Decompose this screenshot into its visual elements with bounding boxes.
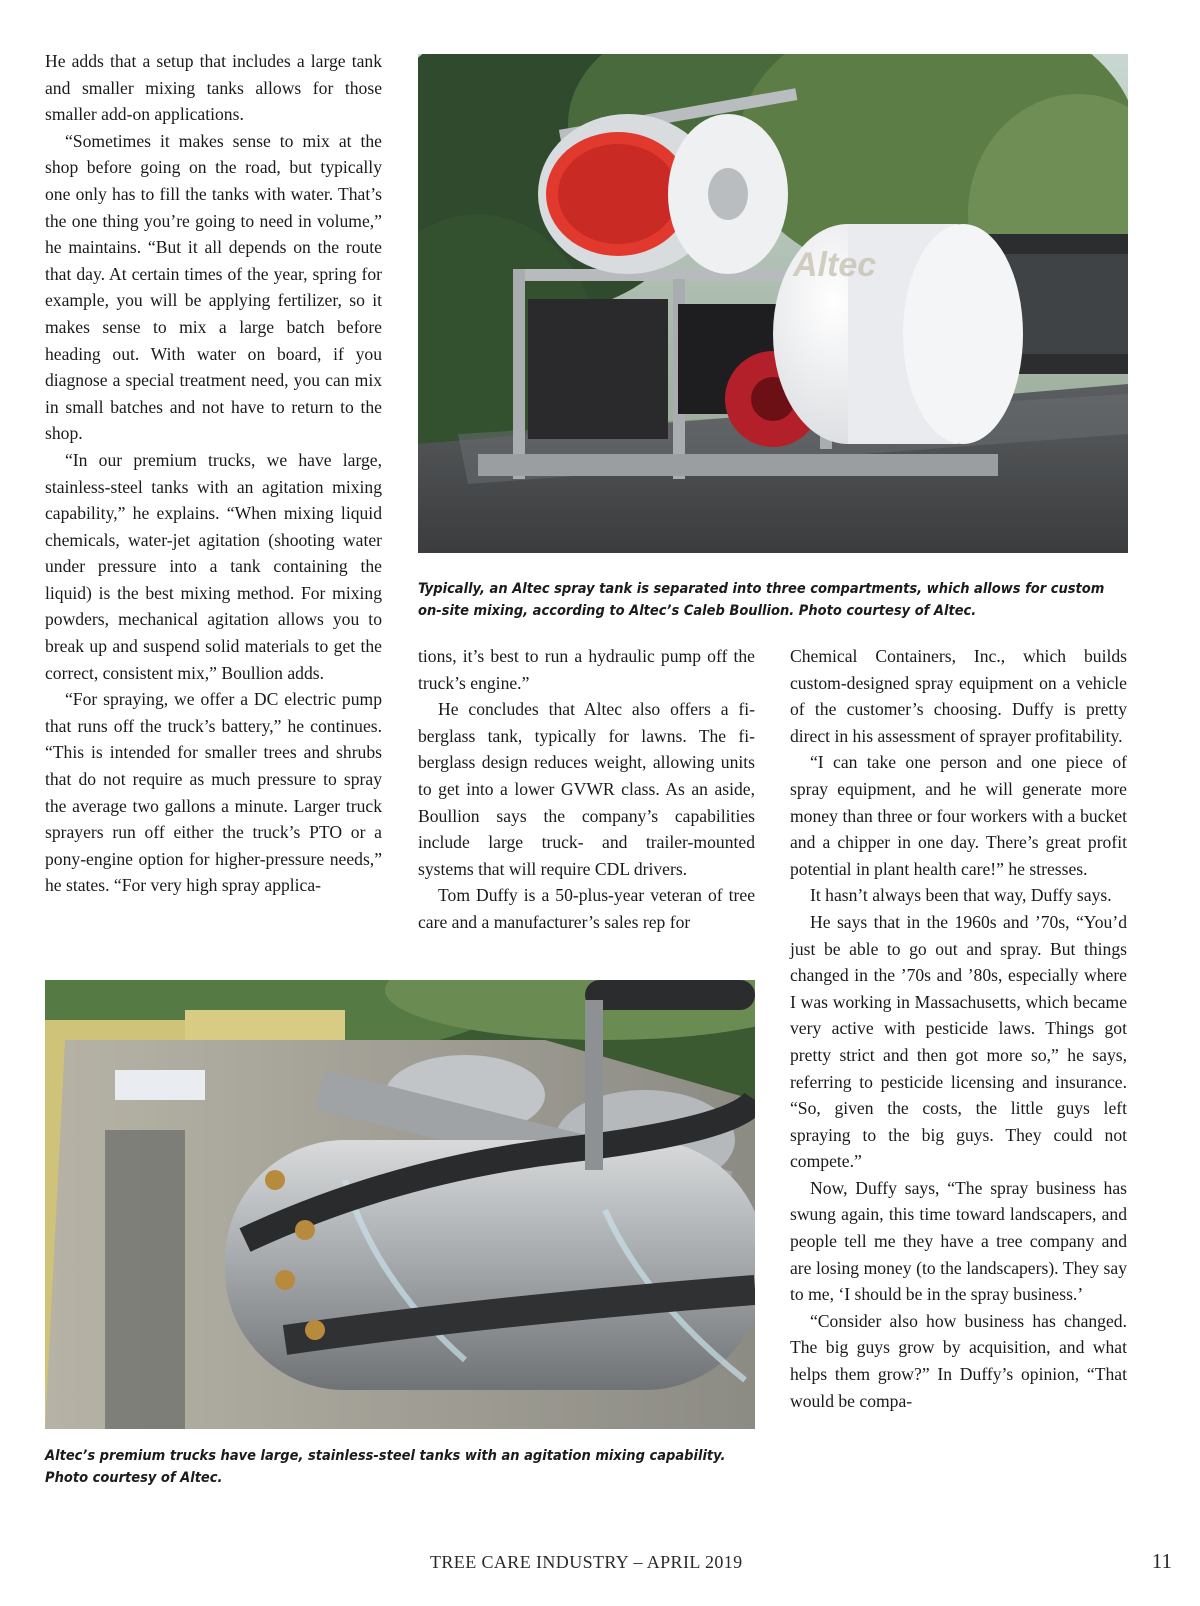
paragraph: He concludes that Altec also offers a fiberglass tank, typically for lawns. The fiberglass design reduces weight, allowing units to get into a lower GVWR class. As an aside, Boullion says the company’s capabilities include large truck- and trailer-mounted systems that will require CDL drivers. <box>418 699 755 879</box>
photo-caption-top: Typically, an Altec spray tank is separated into three compartments, which allows for custom on-site mixing, according to Altec’s Caleb Boullion. Photo courtesy of Altec. <box>418 581 1105 619</box>
paragraph: Chemical Containers, Inc., which builds custom-designed spray equipment on a vehicle of the customer’s choosing. Duffy is pretty direct in his assessment of sprayer profitability. <box>790 646 1127 746</box>
article-column-right <box>790 643 1127 1414</box>
spray-unit-photo <box>418 54 1128 553</box>
paragraph: It hasn’t always been that way, Duffy says. <box>810 885 1112 906</box>
page-number: 11 <box>1151 1549 1172 1573</box>
paragraph: “Consider also how business has changed. The big guys grow by acquisition, and what helps them grow?” In Duffy’s opinion, “That would be compa- <box>790 1310 1127 1411</box>
paragraph: “Sometimes it makes sense to mix at the shop before going on the road, but typically one only has to fill the tanks with water. That’s the one thing you’re going to need in volume,” he maintains. “But it all depends on the route that day. At certain times of the year, spring for example, you will be applying fertilizer, so it makes sense to mix a large batch before heading out. With water on board, if you diagnose a special treatment need, you can mix in small batches and not have to return to the shop. <box>45 130 382 444</box>
article-column-middle <box>418 643 755 936</box>
paragraph: “I can take one person and one piece of spray equipment, and he will generate more money than three or four workers with a bucket and a chipper in one day. There’s great profit potential in plant health care!” he stresses. <box>790 752 1127 879</box>
paragraph: tions, it’s best to run a hydraulic pump off the truck’s engine.” <box>418 646 755 693</box>
paragraph: He says that in the 1960s and ’70s, “You’d just be able to go out and spray. But things changed in the ’70s and ’80s, especially where I was working in Massachusetts, which became very active with pesticide laws. Things got pretty strict and then got more so,” he says, referring to pesticide licensing and insurance. “So, given the costs, the little guys left spraying to the big guys. They could not compete.” <box>790 911 1127 1172</box>
publication-footer: TREE CARE INDUSTRY – APRIL 2019 <box>430 1552 743 1572</box>
paragraph: “For spraying, we offer a DC electric pump that runs off the truck’s battery,” he continues. “This is intended for smaller trees and shrubs that do not require as much pressure to spray the average two gallons a minute. Larger truck sprayers run off either the truck’s PTO or a pony-engine option for higher-pressure needs,” he states. “For very high spray applica- <box>45 689 382 896</box>
paragraph: Tom Duffy is a 50-plus-year veteran of tree care and a manufacturer’s sales rep for <box>418 885 755 932</box>
paragraph: “In our premium trucks, we have large, stainless-steel tanks with an agitation mixing capability,” he explains. “When mixing liquid chemicals, water-jet agitation (shooting water under pressure into a tank containing the liquid) is the best mixing method. For mixing powders, mechanical agitation allows you to break up and suspend solid materials to get the correct, consistent mix,” Boullion adds. <box>45 449 382 683</box>
stainless-tank-photo <box>45 980 755 1429</box>
paragraph: He adds that a setup that includes a large tank and smaller mixing tanks allows for those smaller add-on applications. <box>45 51 382 125</box>
tank-brand-label: Altec <box>793 246 877 284</box>
photo-caption-bottom: Altec’s premium trucks have large, stainless-steel tanks with an agitation mixing capability. Photo courtesy of Altec. <box>45 1448 726 1486</box>
article-column-left <box>45 48 382 899</box>
paragraph: Now, Duffy says, “The spray business has swung again, this time toward landscapers, and people tell me they have a tree company and are losing money (to the landscapers). They say to me, ‘I should be in the spray business.’ <box>790 1177 1127 1305</box>
